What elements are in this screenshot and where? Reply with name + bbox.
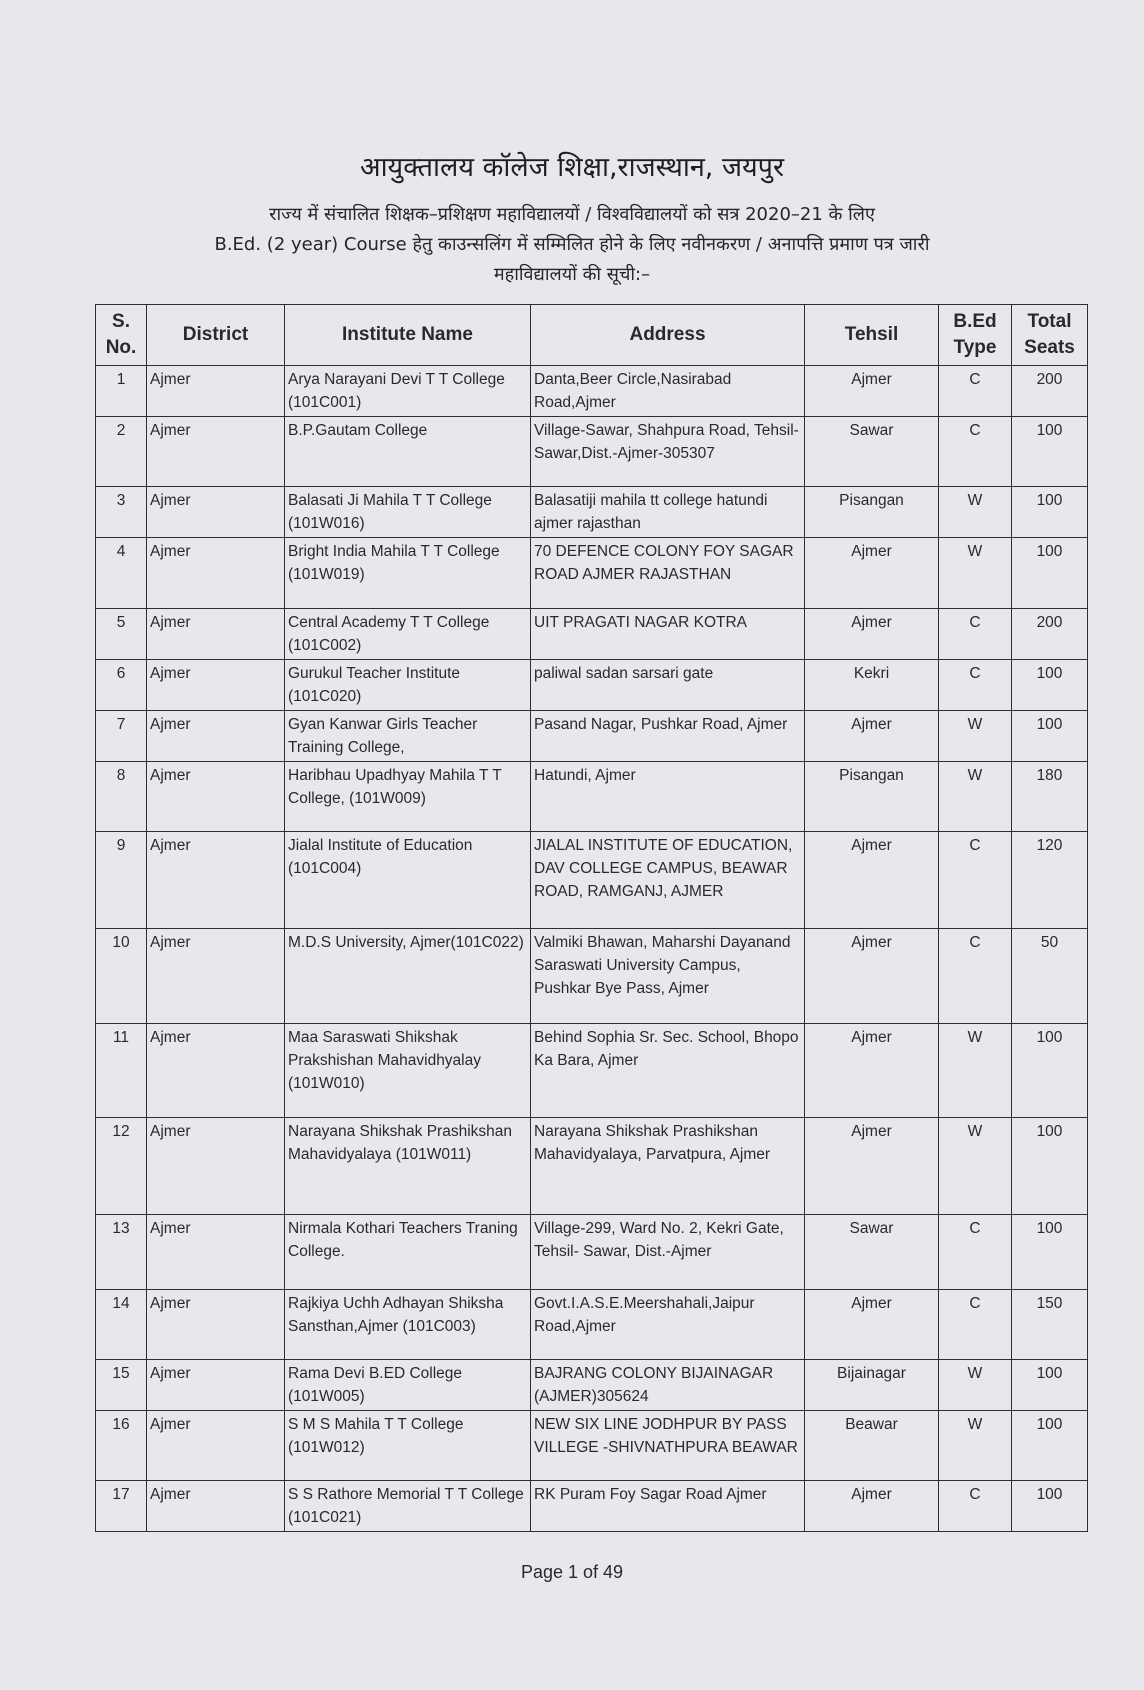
tehsil-cell: Pisangan [805, 762, 939, 832]
institute-name-cell: Balasati Ji Mahila T T College (101W016) [285, 487, 531, 538]
district-cell: Ajmer [147, 609, 285, 660]
address-cell: NEW SIX LINE JODHPUR BY PASS VILLEGE -SHIVNATHPURA BEAWAR [531, 1411, 805, 1481]
institutes-table [95, 304, 1088, 1532]
bed-type-cell: C [939, 832, 1012, 929]
tehsil-cell: Ajmer [805, 366, 939, 417]
bed-type-cell: W [939, 762, 1012, 832]
table-row [96, 660, 1088, 711]
column-header: Tehsil [805, 305, 939, 366]
institute-name-cell: Central Academy T T College (101C002) [285, 609, 531, 660]
institute-name-cell: Nirmala Kothari Teachers Traning College. [285, 1215, 531, 1290]
column-header: District [147, 305, 285, 366]
district-cell: Ajmer [147, 1360, 285, 1411]
district-cell: Ajmer [147, 1481, 285, 1532]
table-header-row [96, 305, 1088, 366]
tehsil-cell: Sawar [805, 1215, 939, 1290]
tehsil-cell: Ajmer [805, 1290, 939, 1360]
address-cell: Village-299, Ward No. 2, Kekri Gate, Tehsil- Sawar, Dist.-Ajmer [531, 1215, 805, 1290]
institute-name-cell: Rama Devi B.ED College (101W005) [285, 1360, 531, 1411]
serial-no-cell: 5 [96, 609, 147, 660]
column-header: B.Ed Type [939, 305, 1012, 366]
total-seats-cell: 50 [1012, 929, 1088, 1024]
bed-type-cell: W [939, 1024, 1012, 1118]
institute-name-cell: S M S Mahila T T College (101W012) [285, 1411, 531, 1481]
total-seats-cell: 100 [1012, 487, 1088, 538]
institute-name-cell: Rajkiya Uchh Adhayan Shiksha Sansthan,Ajmer (101C003) [285, 1290, 531, 1360]
bed-type-cell: W [939, 1411, 1012, 1481]
address-cell: RK Puram Foy Sagar Road Ajmer [531, 1481, 805, 1532]
address-cell: BAJRANG COLONY BIJAINAGAR (AJMER)305624 [531, 1360, 805, 1411]
table-row [96, 1411, 1088, 1481]
tehsil-cell: Ajmer [805, 1481, 939, 1532]
serial-no-cell: 3 [96, 487, 147, 538]
bed-type-cell: C [939, 1481, 1012, 1532]
district-cell: Ajmer [147, 1215, 285, 1290]
total-seats-cell: 120 [1012, 832, 1088, 929]
district-cell: Ajmer [147, 660, 285, 711]
table-row [96, 762, 1088, 832]
address-cell: Village-Sawar, Shahpura Road, Tehsil-Sawar,Dist.-Ajmer-305307 [531, 417, 805, 487]
column-header: Institute Name [285, 305, 531, 366]
institute-name-cell: M.D.S University, Ajmer(101C022) [285, 929, 531, 1024]
total-seats-cell: 100 [1012, 1481, 1088, 1532]
address-cell: paliwal sadan sarsari gate [531, 660, 805, 711]
tehsil-cell: Pisangan [805, 487, 939, 538]
address-cell: Balasatiji mahila tt college hatundi ajmer rajasthan [531, 487, 805, 538]
serial-no-cell: 17 [96, 1481, 147, 1532]
district-cell: Ajmer [147, 1118, 285, 1215]
bed-type-cell: W [939, 711, 1012, 762]
total-seats-cell: 200 [1012, 366, 1088, 417]
table-row [96, 1290, 1088, 1360]
address-cell: JIALAL INSTITUTE OF EDUCATION, DAV COLLEGE CAMPUS, BEAWAR ROAD, RAMGANJ, AJMER [531, 832, 805, 929]
serial-no-cell: 6 [96, 660, 147, 711]
bed-type-cell: W [939, 1360, 1012, 1411]
institute-name-cell: B.P.Gautam College [285, 417, 531, 487]
column-header: S. No. [96, 305, 147, 366]
bed-type-cell: C [939, 929, 1012, 1024]
serial-no-cell: 2 [96, 417, 147, 487]
institute-name-cell: Haribhau Upadhyay Mahila T T College, (101W009) [285, 762, 531, 832]
table-row [96, 1215, 1088, 1290]
institute-name-cell: S S Rathore Memorial T T College (101C021) [285, 1481, 531, 1532]
address-cell: Valmiki Bhawan, Maharshi Dayanand Saraswati University Campus, Pushkar Bye Pass, Ajmer [531, 929, 805, 1024]
serial-no-cell: 15 [96, 1360, 147, 1411]
district-cell: Ajmer [147, 832, 285, 929]
column-header: Address [531, 305, 805, 366]
bed-type-cell: W [939, 487, 1012, 538]
serial-no-cell: 4 [96, 538, 147, 609]
table-row [96, 609, 1088, 660]
total-seats-cell: 100 [1012, 538, 1088, 609]
district-cell: Ajmer [147, 487, 285, 538]
address-cell: Narayana Shikshak Prashikshan Mahavidyalaya, Parvatpura, Ajmer [531, 1118, 805, 1215]
tehsil-cell: Ajmer [805, 929, 939, 1024]
bed-type-cell: W [939, 1118, 1012, 1215]
tehsil-cell: Kekri [805, 660, 939, 711]
district-cell: Ajmer [147, 1290, 285, 1360]
total-seats-cell: 100 [1012, 1024, 1088, 1118]
serial-no-cell: 7 [96, 711, 147, 762]
tehsil-cell: Bijainagar [805, 1360, 939, 1411]
address-cell: Hatundi, Ajmer [531, 762, 805, 832]
tehsil-cell: Ajmer [805, 711, 939, 762]
tehsil-cell: Ajmer [805, 1024, 939, 1118]
document-title: आयुक्तालय कॉलेज शिक्षा,राजस्थान, जयपुर [359, 152, 785, 183]
tehsil-cell: Ajmer [805, 609, 939, 660]
column-header: Total Seats [1012, 305, 1088, 366]
total-seats-cell: 100 [1012, 1118, 1088, 1215]
serial-no-cell: 13 [96, 1215, 147, 1290]
total-seats-cell: 100 [1012, 1360, 1088, 1411]
subtitle-line-3: महाविद्यालयों की सूची:– [493, 264, 651, 285]
page-number: Page 1 of 49 [520, 1562, 624, 1582]
institute-name-cell: Jialal Institute of Education (101C004) [285, 832, 531, 929]
total-seats-cell: 150 [1012, 1290, 1088, 1360]
serial-no-cell: 10 [96, 929, 147, 1024]
total-seats-cell: 100 [1012, 660, 1088, 711]
table-row [96, 711, 1088, 762]
serial-no-cell: 16 [96, 1411, 147, 1481]
total-seats-cell: 100 [1012, 1215, 1088, 1290]
institute-name-cell: Arya Narayani Devi T T College (101C001) [285, 366, 531, 417]
district-cell: Ajmer [147, 762, 285, 832]
total-seats-cell: 100 [1012, 711, 1088, 762]
bed-type-cell: C [939, 417, 1012, 487]
tehsil-cell: Ajmer [805, 538, 939, 609]
address-cell: UIT PRAGATI NAGAR KOTRA [531, 609, 805, 660]
institute-name-cell: Narayana Shikshak Prashikshan Mahavidyalaya (101W011) [285, 1118, 531, 1215]
tehsil-cell: Sawar [805, 417, 939, 487]
serial-no-cell: 8 [96, 762, 147, 832]
serial-no-cell: 9 [96, 832, 147, 929]
table-row [96, 1360, 1088, 1411]
address-cell: Behind Sophia Sr. Sec. School, Bhopo Ka Bara, Ajmer [531, 1024, 805, 1118]
address-cell: Pasand Nagar, Pushkar Road, Ajmer [531, 711, 805, 762]
bed-type-cell: C [939, 1290, 1012, 1360]
address-cell: Danta,Beer Circle,Nasirabad Road,Ajmer [531, 366, 805, 417]
table-row [96, 1481, 1088, 1532]
district-cell: Ajmer [147, 366, 285, 417]
total-seats-cell: 180 [1012, 762, 1088, 832]
institute-name-cell: Maa Saraswati Shikshak Prakshishan Mahavidhyalay (101W010) [285, 1024, 531, 1118]
serial-no-cell: 14 [96, 1290, 147, 1360]
district-cell: Ajmer [147, 417, 285, 487]
total-seats-cell: 100 [1012, 1411, 1088, 1481]
total-seats-cell: 200 [1012, 609, 1088, 660]
total-seats-cell: 100 [1012, 417, 1088, 487]
bed-type-cell: C [939, 660, 1012, 711]
district-cell: Ajmer [147, 929, 285, 1024]
bed-type-cell: C [939, 1215, 1012, 1290]
district-cell: Ajmer [147, 1024, 285, 1118]
serial-no-cell: 12 [96, 1118, 147, 1215]
serial-no-cell: 1 [96, 366, 147, 417]
bed-type-cell: C [939, 366, 1012, 417]
institute-name-cell: Gyan Kanwar Girls Teacher Training College, [285, 711, 531, 762]
tehsil-cell: Beawar [805, 1411, 939, 1481]
bed-type-cell: C [939, 609, 1012, 660]
table-row [96, 929, 1088, 1024]
district-cell: Ajmer [147, 538, 285, 609]
bed-type-cell: W [939, 538, 1012, 609]
subtitle-line-1: राज्य में संचालित शिक्षक–प्रशिक्षण महाविद्यालयों / विश्वविद्यालयों को सत्र 2020–21 के लिए [269, 204, 875, 225]
table-row [96, 1118, 1088, 1215]
table-row [96, 487, 1088, 538]
table-row [96, 366, 1088, 417]
subtitle-line-2: B.Ed. (2 year) Course हेतु काउन्सलिंग में सम्मिलित होने के लिए नवीनकरण / अनापत्ति प्रमाण पत्र जारी [214, 234, 930, 255]
table-row [96, 538, 1088, 609]
tehsil-cell: Ajmer [805, 832, 939, 929]
serial-no-cell: 11 [96, 1024, 147, 1118]
address-cell: 70 DEFENCE COLONY FOY SAGAR ROAD AJMER RAJASTHAN [531, 538, 805, 609]
institute-name-cell: Gurukul Teacher Institute (101C020) [285, 660, 531, 711]
district-cell: Ajmer [147, 711, 285, 762]
district-cell: Ajmer [147, 1411, 285, 1481]
table-row [96, 832, 1088, 929]
address-cell: Govt.I.A.S.E.Meershahali,Jaipur Road,Ajmer [531, 1290, 805, 1360]
table-row [96, 417, 1088, 487]
tehsil-cell: Ajmer [805, 1118, 939, 1215]
table-row [96, 1024, 1088, 1118]
institute-name-cell: Bright India Mahila T T College (101W019) [285, 538, 531, 609]
